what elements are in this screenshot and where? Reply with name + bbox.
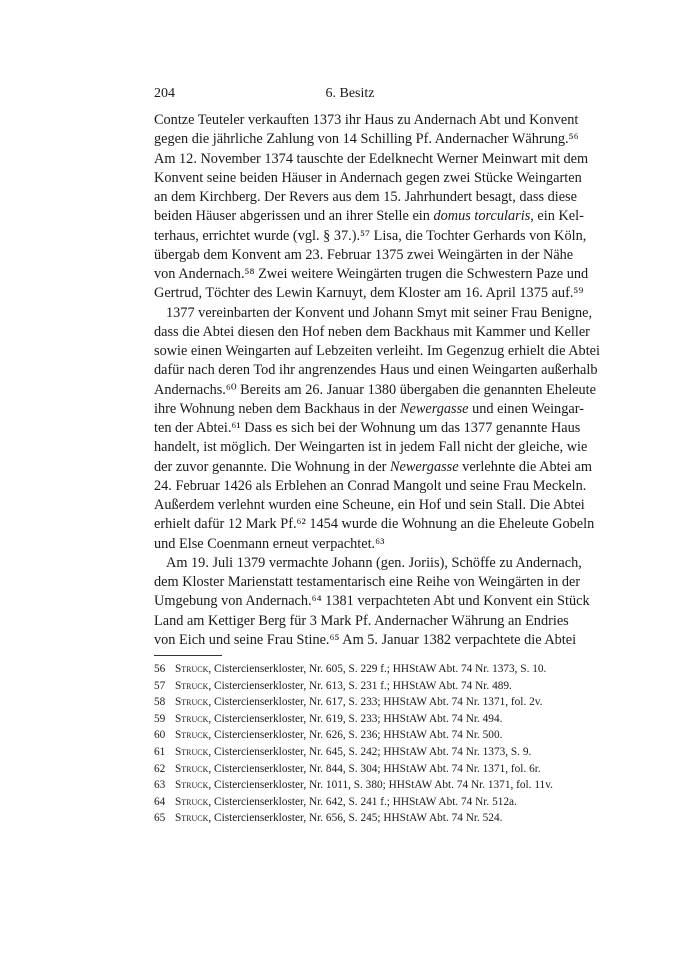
text-line: und Else Coenmann erneut verpachtet.⁶³: [154, 535, 385, 552]
text-line: Konvent seine beiden Häuser in Andernach gegen zwei Stücke Weingarten: [154, 169, 582, 186]
footnote: [154, 727, 549, 744]
footnote-author: Struck: [175, 679, 209, 692]
text-line: ihre Wohnung neben dem Backhaus in der Newergasse und einen Weingar-: [154, 400, 584, 417]
footnote-number: 62: [154, 762, 166, 775]
text-line: von Eich und seine Frau Stine.⁶⁵ Am 5. Januar 1382 verpachtete die Abtei: [154, 631, 577, 648]
text-line: dass die Abtei diesen den Hof neben dem Backhaus mit Kammer und Keller: [154, 323, 590, 340]
footnote-number: 64: [154, 795, 166, 808]
footnote-author: Struck: [175, 712, 209, 725]
text-line: Andernachs.⁶⁰ Bereits am 26. Januar 1380 übergaben die genannten Eheleute: [154, 381, 596, 398]
footnote: [154, 794, 549, 811]
footnote-text: , Cistercienserkloster, Nr. 1011, S. 380; HHStAW Abt. 74 Nr. 1371, fol. 11v.: [208, 779, 553, 792]
footnote-text: , Cistercienserkloster, Nr. 626, S. 236; HHStAW Abt. 74 Nr. 500.: [208, 729, 503, 742]
footnote-number: 63: [154, 779, 166, 792]
footnote: [154, 777, 553, 794]
footnote: [154, 810, 549, 827]
footnote: [154, 694, 549, 711]
body-text: [154, 111, 600, 650]
footnote-author: Struck: [175, 762, 209, 775]
footnote-separator: [154, 655, 222, 656]
footnote-author: Struck: [175, 729, 209, 742]
footnote-author: Struck: [175, 779, 209, 792]
text-line: Am 12. November 1374 tauschte der Edelknecht Werner Meinwart mit dem: [154, 150, 589, 167]
page-number: 204: [154, 86, 175, 101]
footnote-number: 58: [154, 696, 166, 709]
text-line: handelt, ist möglich. Der Weingarten ist in jedem Fall nicht der gleiche, wie: [154, 439, 588, 456]
footnote-author: Struck: [175, 812, 209, 825]
text-line: Gertrud, Töchter des Lewin Karnuyt, dem Kloster am 16. April 1375 auf.⁵⁹: [154, 285, 584, 302]
footnote: [154, 661, 549, 678]
footnote-text: , Cistercienserkloster, Nr. 642, S. 241 f.; HHStAW Abt. 74 Nr. 512a.: [208, 795, 517, 808]
footnote-number: 61: [154, 745, 166, 758]
text-line: Am 19. Juli 1379 vermachte Johann (gen. Joriis), Schöffe zu Andernach,: [166, 554, 582, 571]
text-line: 1377 vereinbarten der Konvent und Johann Smyt mit seiner Frau Benigne,: [166, 304, 593, 321]
text-line: Contze Teuteler verkauften 1373 ihr Haus zu Andernach Abt und Konvent: [154, 112, 579, 128]
running-head: 6. Besitz: [325, 86, 375, 101]
text-line: von Andernach.⁵⁸ Zwei weitere Weingärten trugen die Schwestern Paze und: [154, 266, 589, 282]
footnote-text: , Cistercienserkloster, Nr. 613, S. 231 f.; HHStAW Abt. 74 Nr. 489.: [208, 679, 512, 692]
text-line: 24. Februar 1426 als Erblehen an Conrad Mangolt und seine Frau Meckeln.: [154, 477, 587, 494]
footnote-text: , Cistercienserkloster, Nr. 645, S. 242; HHStAW Abt. 74 Nr. 1373, S. 9.: [208, 745, 532, 758]
text-line: beiden Häuser abgerissen und an ihrer Stelle ein domus torcularis, ein Kel-: [154, 208, 584, 225]
footnote-text: , Cistercienserkloster, Nr. 656, S. 245; HHStAW Abt. 74 Nr. 524.: [208, 812, 503, 825]
footnote-author: Struck: [175, 795, 209, 808]
footnote-text: , Cistercienserkloster, Nr. 619, S. 233; HHStAW Abt. 74 Nr. 494.: [208, 712, 503, 725]
text-line: übergab dem Konvent am 23. Februar 1375 zwei Weingärten in der Nähe: [154, 246, 574, 263]
text-line: an dem Kirchberg. Der Revers aus dem 15. Jahrhundert besagt, dass diese: [154, 189, 577, 205]
footnote-author: Struck: [175, 745, 209, 758]
text-line: dafür nach deren Tod ihr angrenzendes Haus und einen Weingarten außerhalb: [154, 362, 598, 379]
footnotes: [154, 661, 553, 827]
text-line: Außerdem verlehnt wurden eine Scheune, ein Hof und sein Stall. Die Abtei: [154, 497, 585, 513]
footnote-number: 57: [154, 679, 166, 692]
text-line: Umgebung von Andernach.⁶⁴ 1381 verpachteten Abt und Konvent ein Stück: [154, 593, 590, 610]
footnote: [154, 678, 549, 695]
text-line: der zuvor genannte. Die Wohnung in der Newergasse verlehnte die Abtei am: [154, 458, 592, 475]
footnote-text: , Cistercienserkloster, Nr. 844, S. 304; HHStAW Abt. 74 Nr. 1371, fol. 6r.: [208, 762, 541, 775]
footnote-number: 56: [154, 663, 166, 675]
text-line: ten der Abtei.⁶¹ Dass es sich bei der Wohnung um das 1377 genannte Haus: [154, 420, 581, 436]
footnote-number: 60: [154, 729, 166, 742]
footnote-text: , Cistercienserkloster, Nr. 605, S. 229 f.; HHStAW Abt. 74 Nr. 1373, S. 10.: [208, 663, 547, 675]
text-line: Land am Kettiger Berg für 3 Mark Pf. Andernacher Währung an Endries: [154, 612, 569, 629]
footnote: [154, 711, 549, 728]
footnote-number: 65: [154, 812, 166, 825]
footnote-author: Struck: [175, 696, 209, 709]
footnote: [154, 761, 549, 778]
footnote: [154, 744, 549, 761]
footnote-author: Struck: [175, 663, 209, 675]
text-line: dem Kloster Marienstatt testamentarisch eine Reihe von Weingärten in der: [154, 574, 581, 590]
footnote-number: 59: [154, 712, 166, 725]
text-line: sowie einen Weingarten auf Lebzeiten verleiht. Im Gegenzug erhielt die Abtei: [154, 343, 600, 359]
text-line: erhielt dafür 12 Mark Pf.⁶² 1454 wurde die Wohnung an die Eheleute Gobeln: [154, 516, 595, 533]
text-line: gegen die jährliche Zahlung von 14 Schilling Pf. Andernacher Währung.⁵⁶: [154, 131, 579, 148]
text-line: terhaus, errichtet wurde (vgl. § 37.).⁵⁷ Lisa, die Tochter Gerhards von Köln,: [154, 227, 587, 244]
footnote-text: , Cistercienserkloster, Nr. 617, S. 233; HHStAW Abt. 74 Nr. 1371, fol. 2v.: [208, 696, 543, 709]
